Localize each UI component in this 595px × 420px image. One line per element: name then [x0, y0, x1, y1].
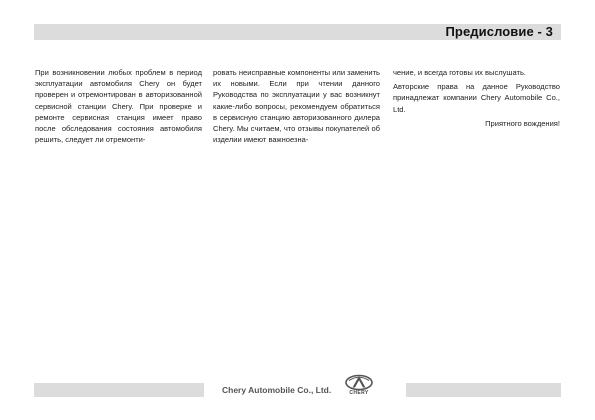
closing-line: Приятного вождения!: [485, 118, 560, 128]
copyright-paragraph: Авторские права на данное Руководство принадлежат компании Chery Automobile Co., Ltd.: [393, 82, 560, 114]
text-column-2: [213, 67, 380, 145]
text-column-1: [35, 67, 202, 145]
text-column-3: [393, 67, 560, 129]
page-title: Предисловие - 3: [445, 24, 553, 39]
paragraph-1: При возникновении любых проблем в период эксплуатации автомобиля Chery он будет проверен и отремонтирован в авторизованной сервисной станции Chery. При проверке и ремонте сервисная станция имеет право после обследования состояния автомобиля решить, следует ли отремонти-: [35, 68, 202, 145]
footer-company: Chery Automobile Co., Ltd.: [222, 385, 332, 395]
footer-bar-left: [34, 383, 204, 397]
chery-logo-icon: [344, 374, 374, 391]
paragraph-3: чение, и всегда готовы их выслушать.: [393, 68, 526, 77]
chery-logo: [344, 374, 374, 398]
paragraph-2: ровать неисправные компоненты или заменить их новыми. Если при чтении данного Руководства по эксплуатации у вас возникнут какие-либо вопросы, рекомендуем обратиться в сервисную станцию авторизованного дилера Chery. Мы считаем, что отзывы покупателей об изделии имеют важноезна-: [213, 68, 380, 145]
footer-bar-right: [406, 383, 561, 397]
logo-word: CHERY: [349, 390, 369, 396]
